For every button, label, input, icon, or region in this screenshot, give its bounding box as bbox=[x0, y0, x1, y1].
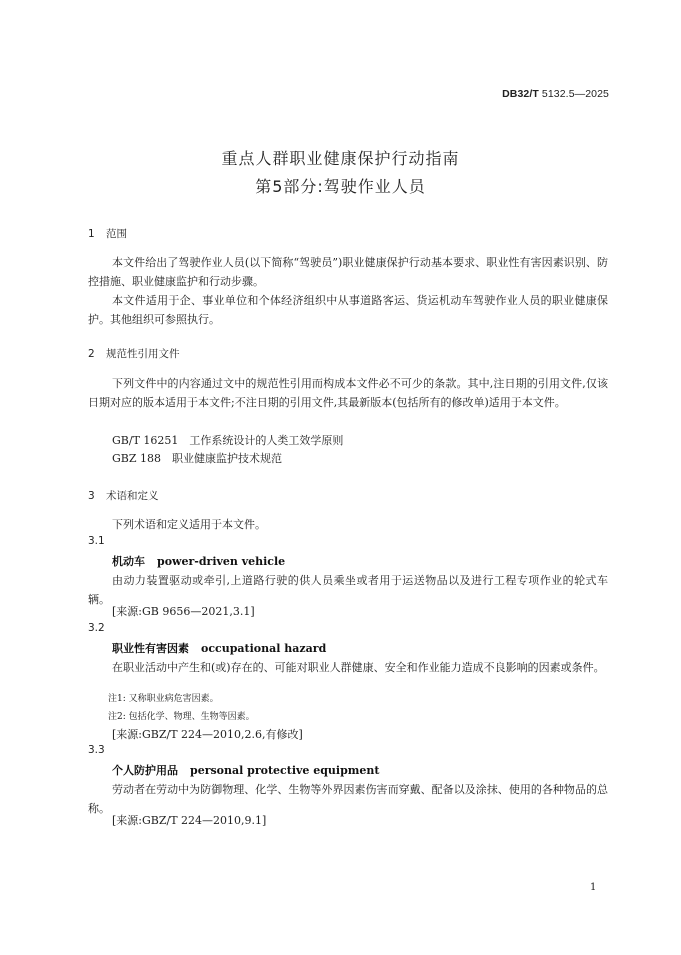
term-3-2-note-1: 注1: 又称职业病危害因素。 bbox=[108, 694, 219, 704]
term-3-2-title bbox=[112, 640, 326, 656]
reference-gbz-188: GBZ 188 职业健康监护技术规范 bbox=[112, 452, 283, 465]
term-3-1-definition: 由动力装置驱动或牵引,上道路行驶的供人员乘坐或者用于运送物品以及进行工程专项作业的轮式车辆。 bbox=[88, 574, 608, 606]
term-3-3-zh: 个人防护用品 bbox=[112, 764, 178, 777]
section-3-intro: 下列术语和定义适用于本文件。 bbox=[112, 518, 266, 531]
section-3-number: 3 bbox=[88, 490, 95, 502]
term-3-2-number: 3.2 bbox=[88, 622, 105, 634]
page-number: 1 bbox=[590, 882, 597, 893]
section-2-title: 规范性引用文件 bbox=[106, 348, 180, 360]
term-3-2-note-2: 注2: 包括化学、物理、生物等因素。 bbox=[108, 712, 255, 722]
document-title: 重点人群职业健康保护行动指南 bbox=[221, 149, 460, 168]
term-3-2-en: occupational hazard bbox=[201, 642, 327, 655]
section-2-number: 2 bbox=[88, 348, 95, 360]
term-3-1-source: [来源:GB 9656—2021,3.1] bbox=[112, 605, 255, 618]
term-3-3-definition: 劳动者在劳动中为防御物理、化学、生物等外界因素伤害而穿戴、配备以及涂抹、使用的各种物品的总称。 bbox=[88, 783, 608, 815]
section-3-heading bbox=[88, 488, 159, 503]
term-3-2-definition: 在职业活动中产生和(或)存在的、可能对职业人群健康、安全和作业能力造成不良影响的因素或条件。 bbox=[112, 661, 605, 674]
term-3-3-number: 3.3 bbox=[88, 744, 105, 756]
term-3-1-en: power-driven vehicle bbox=[157, 555, 286, 568]
standard-code bbox=[502, 88, 609, 100]
term-3-1-title bbox=[112, 553, 285, 569]
standard-code-prefix: DB32/T bbox=[502, 88, 539, 100]
standard-code-number: 5132.5—2025 bbox=[538, 88, 609, 100]
section-1-title: 范围 bbox=[106, 228, 127, 240]
term-3-3-title bbox=[112, 762, 380, 778]
section-2-heading bbox=[88, 346, 180, 361]
section-3-title: 术语和定义 bbox=[106, 490, 159, 502]
section-1-number: 1 bbox=[88, 228, 95, 240]
term-3-2-zh: 职业性有害因素 bbox=[112, 642, 189, 655]
term-3-1-zh: 机动车 bbox=[112, 555, 145, 568]
section-1-heading bbox=[88, 226, 127, 241]
term-3-3-en: personal protective equipment bbox=[190, 764, 380, 777]
document-subtitle: 第5部分:驾驶作业人员 bbox=[255, 177, 426, 196]
term-3-1-number: 3.1 bbox=[88, 535, 105, 547]
section-1-paragraph-1: 本文件给出了驾驶作业人员(以下简称“驾驶员”)职业健康保护行动基本要求、职业性有害因素识别、防控措施、职业健康监护和行动步骤。 bbox=[88, 256, 608, 288]
term-3-3-source: [来源:GBZ/T 224—2010,9.1] bbox=[112, 814, 267, 827]
reference-gbt-16251: GB/T 16251 工作系统设计的人类工效学原则 bbox=[112, 434, 344, 447]
term-3-2-source: [来源:GBZ/T 224—2010,2.6,有修改] bbox=[112, 728, 303, 741]
section-2-paragraph-1: 下列文件中的内容通过文中的规范性引用而构成本文件必不可少的条款。其中,注日期的引用文件,仅该日期对应的版本适用于本文件;不注日期的引用文件,其最新版本(包括所有的修改单)适用于本文件。 bbox=[88, 377, 608, 409]
section-1-paragraph-2: 本文件适用于企、事业单位和个体经济组织中从事道路客运、货运机动车驾驶作业人员的职业健康保护。其他组织可参照执行。 bbox=[88, 294, 608, 326]
